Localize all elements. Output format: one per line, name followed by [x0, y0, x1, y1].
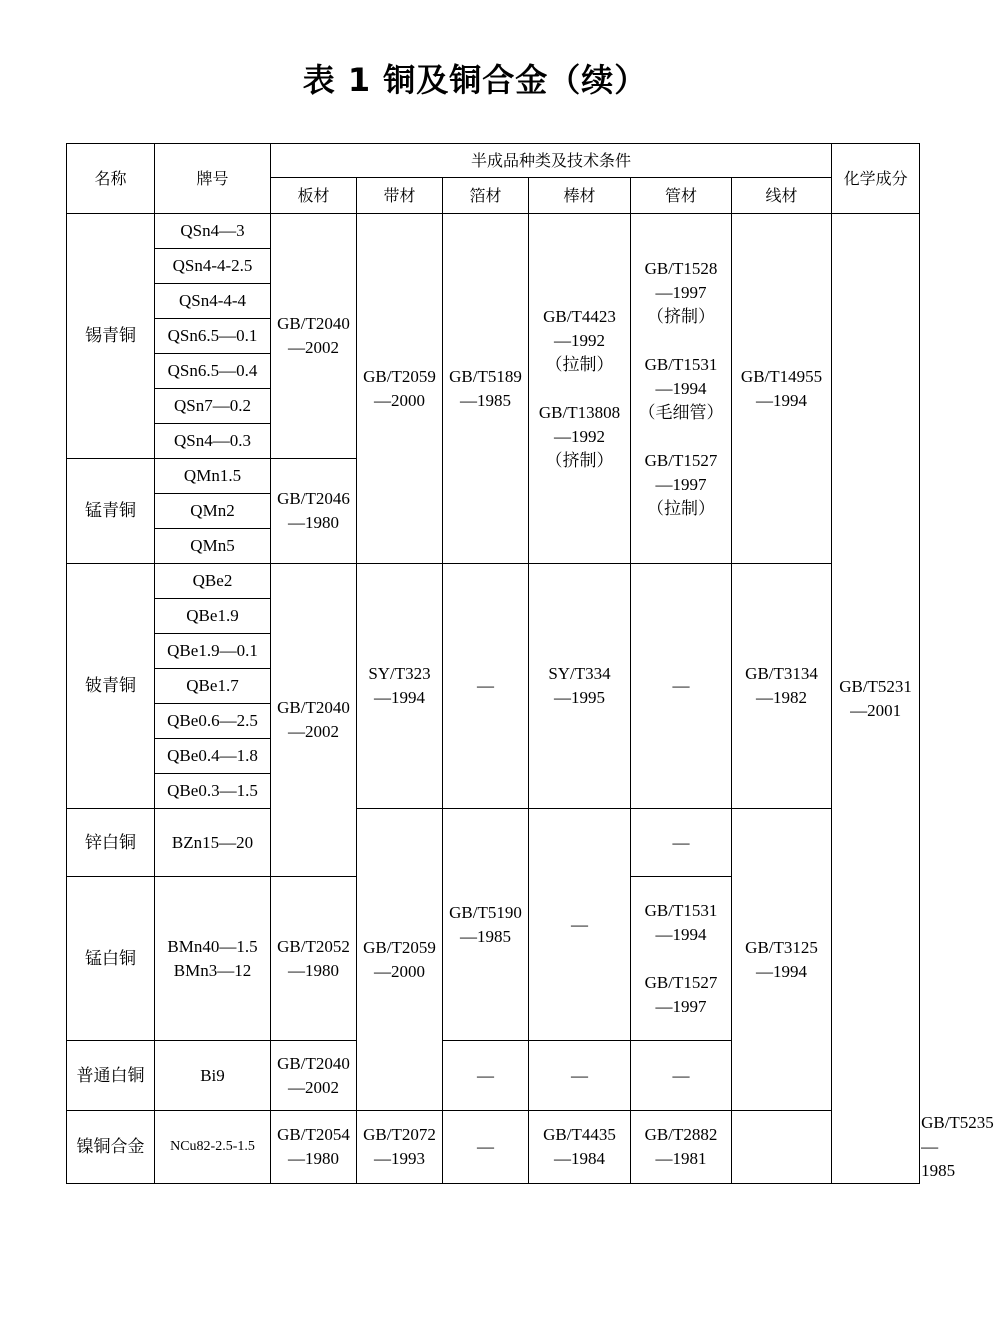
- tube-ni-cu-alloy: GB/T2882 —1981: [631, 1111, 732, 1184]
- header-wire: 线材: [732, 178, 832, 214]
- foil-ni-cu-alloy: —: [443, 1111, 529, 1184]
- copper-alloy-table: 名称 牌号 半成品种类及技术条件 化学成分 板材 带材 箔材 棒材 管材 线材 锡青铜 QSn4—3 GB/T2040 —2002 GB/T2059 —2000 GB/T5189 —1985 GB/T4423 —1992 （拉制） GB/T13808 —1992 （挤制） GB/T1528 —1997 （挤制） GB/T1531 —1994 （毛细管） GB/T1527 —1997 （拉制） GB/T14955 —1994 GB/T5231 —2001 QSn4-4-2.5 QSn4-4-4 QSn6.5—0.1 QSn6.5—0.4 QSn7—0.2 QSn4—0.3 锰青铜 QMn1.5 GB/T2046 —1980 QMn2 QMn5 铍青铜 QBe2 GB/T2040 —2002 SY/T323 —1994 — SY/T334 —1995 — GB/T3134 —1982 QBe1.9 QBe1.9—0.1 QBe1.7 QBe0.6—2.5 QBe0.4—1.8 QBe0.3—1.5 锌白铜 BZn15—20 GB/T2059 —2000 GB/T5190 —1985 — — GB/T3125 —1994 锰白铜 BMn40—1.5 BMn3—12 GB/T2052 —1980 GB/T1531 —1994 GB/T1527 —1997 普通白铜 Bi9 GB/T2040 —2002 — — — 镍铜合金 NCu82-2.5-1.5 GB/T2054 —1980 GB/T2072 —1993 — GB/T4435 —1984 GB/T2882 —1981 GB/T5235 —1985: [66, 143, 920, 1184]
- header-group: 半成品种类及技术条件: [271, 144, 832, 178]
- grade-cell: QMn5: [155, 529, 271, 564]
- sheet-mn-bronze: GB/T2046 —1980: [271, 459, 357, 564]
- sheet-ni-cu-alloy: GB/T2054 —1980: [271, 1111, 357, 1184]
- grade-cell: NCu82-2.5-1.5: [155, 1111, 271, 1184]
- strip-be-bronze: SY/T323 —1994: [357, 564, 443, 809]
- wire-ni-cu-alloy: [732, 1111, 832, 1184]
- grade-cell: BMn40—1.5 BMn3—12: [155, 877, 271, 1041]
- sheet-be-bronze: GB/T2040 —2002: [271, 564, 357, 877]
- header-sheet: 板材: [271, 178, 357, 214]
- bar-plain-white-copper: —: [529, 1041, 631, 1111]
- foil-be-bronze: —: [443, 564, 529, 809]
- header-name: 名称: [67, 144, 155, 214]
- bar-ni-cu-alloy: GB/T4435 —1984: [529, 1111, 631, 1184]
- grade-cell: QSn4—3: [155, 214, 271, 249]
- header-chem: 化学成分: [832, 144, 920, 214]
- foil-tin-mn-bronze: GB/T5189 —1985: [443, 214, 529, 564]
- grade-cell: Bi9: [155, 1041, 271, 1111]
- chem-main: GB/T5231 —2001: [832, 214, 920, 1184]
- grade-cell: QBe2: [155, 564, 271, 599]
- tube-zn-white-copper: —: [631, 809, 732, 877]
- grade-cell: QSn4—0.3: [155, 424, 271, 459]
- tube-be-bronze: —: [631, 564, 732, 809]
- grade-cell: QBe0.6—2.5: [155, 704, 271, 739]
- header-bar: 棒材: [529, 178, 631, 214]
- grade-cell: QBe1.9: [155, 599, 271, 634]
- bar-be-bronze: SY/T334 —1995: [529, 564, 631, 809]
- grade-cell: QSn4-4-2.5: [155, 249, 271, 284]
- sheet-tin-bronze: GB/T2040 —2002: [271, 214, 357, 459]
- strip-tin-mn-bronze: GB/T2059 —2000: [357, 214, 443, 564]
- header-grade: 牌号: [155, 144, 271, 214]
- tube-mn-white-copper: GB/T1531 —1994 GB/T1527 —1997: [631, 877, 732, 1041]
- grade-cell: QSn6.5—0.1: [155, 319, 271, 354]
- grade-cell: QMn1.5: [155, 459, 271, 494]
- grade-cell: QSn4-4-4: [155, 284, 271, 319]
- wire-white-copper: GB/T3125 —1994: [732, 809, 832, 1111]
- name-plain-white-copper: 普通白铜: [67, 1041, 155, 1111]
- bar-tin-mn-bronze: GB/T4423 —1992 （拉制） GB/T13808 —1992 （挤制）: [529, 214, 631, 564]
- page-title: 表 1 铜及铜合金（续）: [302, 61, 648, 99]
- wire-be-bronze: GB/T3134 —1982: [732, 564, 832, 809]
- grade-cell: QSn6.5—0.4: [155, 354, 271, 389]
- bar-white-copper: —: [529, 809, 631, 1041]
- name-ni-cu-alloy: 镍铜合金: [67, 1111, 155, 1184]
- name-mn-white-copper: 锰白铜: [67, 877, 155, 1041]
- name-zn-white-copper: 锌白铜: [67, 809, 155, 877]
- wire-tin-mn-bronze: GB/T14955 —1994: [732, 214, 832, 564]
- strip-white-copper: GB/T2059 —2000: [357, 809, 443, 1111]
- foil-plain-white-copper: —: [443, 1041, 529, 1111]
- sheet-plain-white-copper: GB/T2040 —2002: [271, 1041, 357, 1111]
- grade-cell: QBe1.7: [155, 669, 271, 704]
- grade-cell: QSn7—0.2: [155, 389, 271, 424]
- grade-cell: QMn2: [155, 494, 271, 529]
- table-right-border: [919, 143, 923, 1183]
- header-foil: 箔材: [443, 178, 529, 214]
- grade-cell: QBe1.9—0.1: [155, 634, 271, 669]
- name-mn-bronze: 锰青铜: [67, 459, 155, 564]
- name-be-bronze: 铍青铜: [67, 564, 155, 809]
- tube-plain-white-copper: —: [631, 1041, 732, 1111]
- sheet-mn-white-copper: GB/T2052 —1980: [271, 877, 357, 1041]
- foil-white-copper: GB/T5190 —1985: [443, 809, 529, 1041]
- name-tin-bronze: 锡青铜: [67, 214, 155, 459]
- tube-tin-mn-bronze: GB/T1528 —1997 （挤制） GB/T1531 —1994 （毛细管） GB/T1527 —1997 （拉制）: [631, 214, 732, 564]
- header-strip: 带材: [357, 178, 443, 214]
- grade-cell: QBe0.4—1.8: [155, 739, 271, 774]
- grade-cell: BZn15—20: [155, 809, 271, 877]
- grade-cell: QBe0.3—1.5: [155, 774, 271, 809]
- header-tube: 管材: [631, 178, 732, 214]
- strip-ni-cu-alloy: GB/T2072 —1993: [357, 1111, 443, 1184]
